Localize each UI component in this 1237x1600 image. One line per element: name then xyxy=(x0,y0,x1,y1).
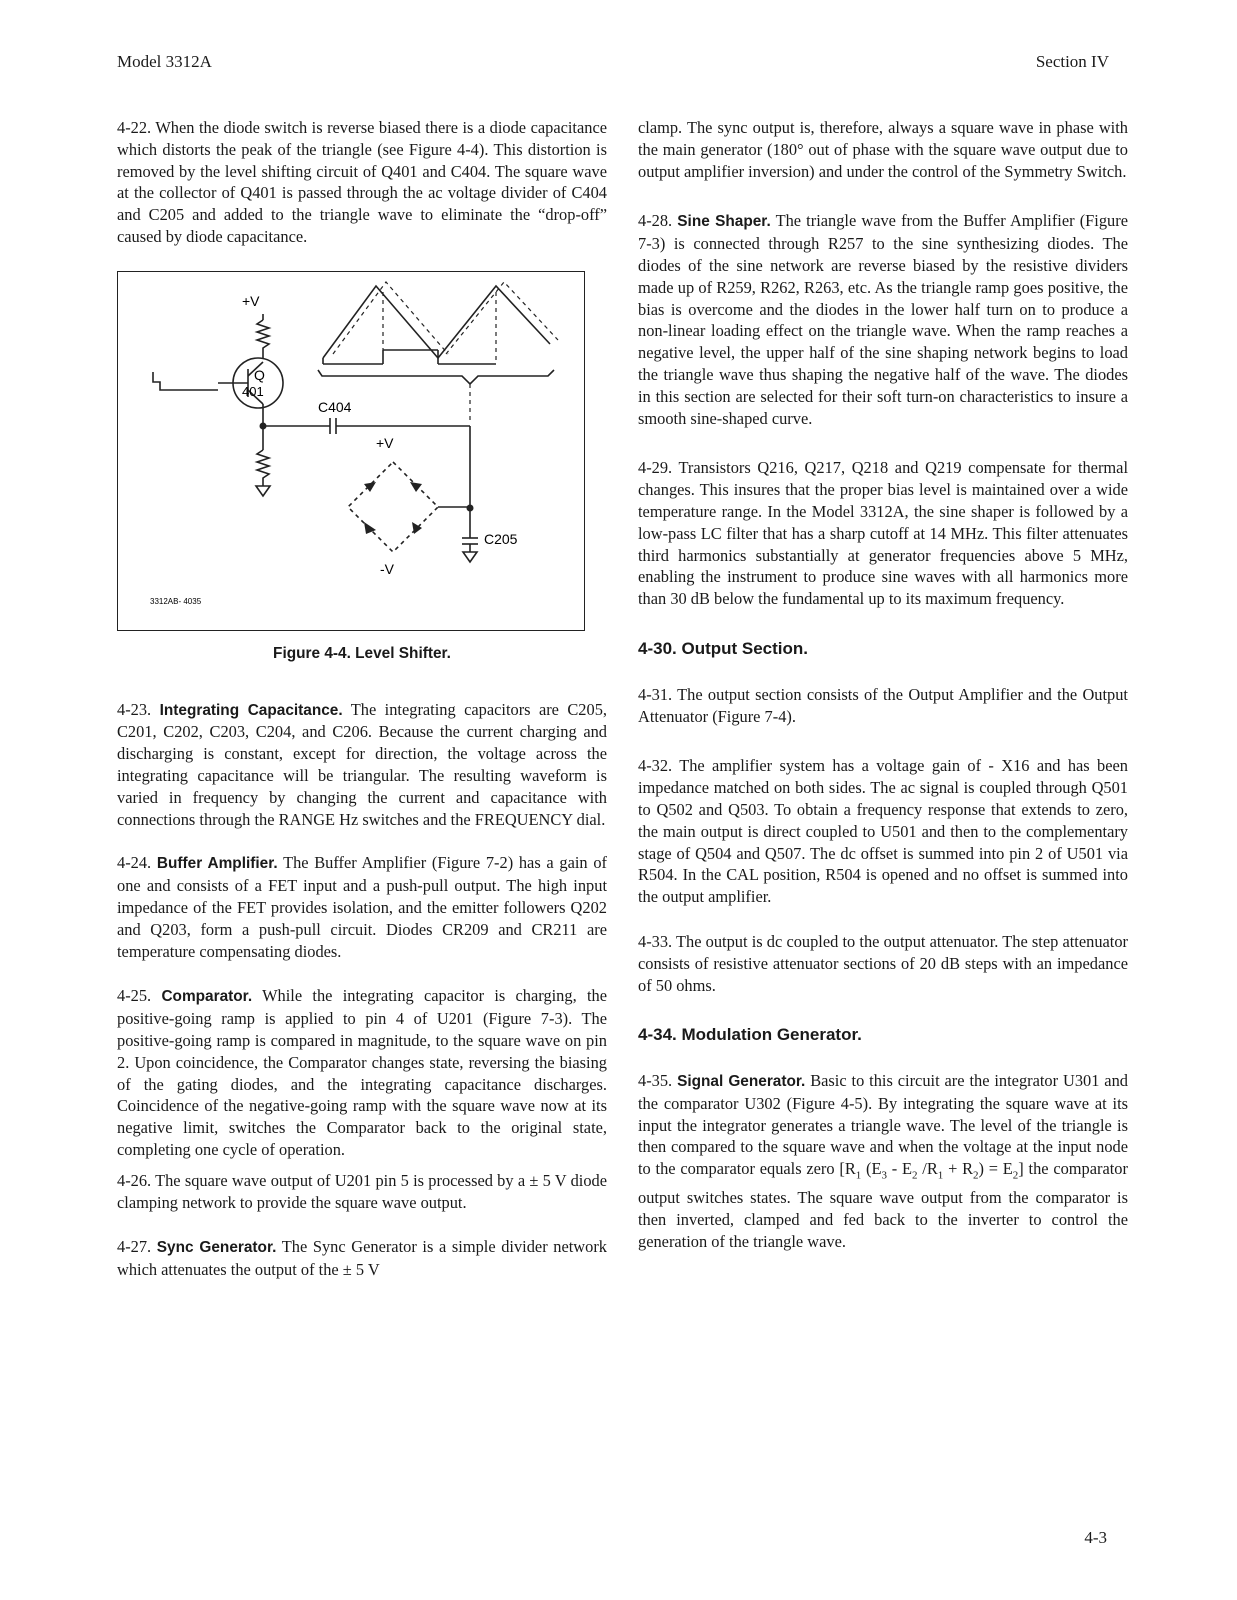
para-number: 4-23. xyxy=(117,699,152,719)
para-number: 4-27. xyxy=(117,1237,152,1257)
diode xyxy=(364,482,376,492)
paragraph-4-22: 4-22. When the diode switch is reverse biased there is a diode capacitance which distorts the peak of the triangle (see Figure 4-4). This distortion is removed by the level shifting circuit of Q401 and C404. The square wave at the collector of Q401 is passed through the ac voltage divider of C404 and C205 and added to the triangle wave to eliminate the “drop-off” caused by diode capacitance. xyxy=(117,118,607,246)
drawing-number: 3312AB- 4035 xyxy=(150,596,202,606)
run-in-heading: Buffer Amplifier. xyxy=(156,855,278,873)
right-column xyxy=(638,117,1128,1276)
run-in-heading: Sync Generator. xyxy=(156,1239,277,1257)
paragraph-4-27 xyxy=(117,1236,607,1281)
minus-v-label: -V xyxy=(380,560,394,577)
para-text: The Buffer Amplifier (Figure 7-2) has a gain of one and consists of a FET input and a push-pull output. The high input impedance of the FET provides isolation, and the emitter followers Q202 and Q203, form a push-pull circuit. Diodes CR209 and CR211 are temperature compensating diodes. xyxy=(117,853,607,961)
para-number: 4-24. xyxy=(117,853,152,873)
paragraph-4-24 xyxy=(117,852,607,962)
section-heading-output: 4-30. Output Section. xyxy=(638,638,809,658)
para-text: the comparator output switches states. The square wave output from the comparator is then inverted, clamped and fed back to the inverter to control the generation of the triangle wave. xyxy=(638,1159,1128,1251)
input-square-wave xyxy=(153,372,218,390)
run-in-heading: Comparator. xyxy=(161,988,253,1006)
paragraph-4-27-continued: clamp. The sync output is, therefore, always a square wave in phase with the main generator (180° out of phase with the square wave output due to output amplifier inversion) and under the control of the Symmetry Switch. xyxy=(638,118,1128,181)
level-shifter-schematic xyxy=(118,272,584,630)
run-in-heading: Sine Shaper. xyxy=(677,213,771,231)
plus-v-bridge-label: +V xyxy=(376,434,394,451)
q-label: Q xyxy=(254,366,265,383)
collector-resistor xyxy=(257,320,269,358)
run-in-heading: Integrating Capacitance. xyxy=(159,701,343,719)
paragraph-4-23 xyxy=(117,699,607,831)
bracket xyxy=(318,370,554,384)
figure-level-shifter xyxy=(117,271,585,631)
para-text: The integrating capacitors are C205, C201, C202, C203, C204, and C206. Because the current charging and discharging is constant, except for direction, the voltage across the integrating capacitance will be triangular. The resulting waveform is varied in frequency by changing the current and capacitance with connections through the RANGE Hz switches and the FREQUENCY dial. xyxy=(117,699,607,829)
diode-bridge xyxy=(348,462,438,552)
diode xyxy=(410,482,422,492)
junction-dot xyxy=(467,504,474,511)
emitter-resistor xyxy=(257,450,269,486)
q-num-label: 401 xyxy=(242,383,264,399)
para-number: 4-28. xyxy=(638,211,673,231)
figure-caption: Figure 4-4. Level Shifter. xyxy=(273,644,451,662)
paragraph-4-29: 4-29. Transistors Q216, Q217, Q218 and Q219 compensate for thermal changes. This insures that the proper bias level is maintained over a wide temperature range. In the Model 3312A, the sine shaper is followed by a low-pass LC filter that has a sharp cutoff at 14 MHz. This filter attenuates third harmonics substantially at generator frequencies above 5 MHz, enabling the instrument to produce sine waves with all harmonics more than 30 dB below the fundamental up to its maximum frequency. xyxy=(638,458,1128,609)
c404-label: C404 xyxy=(318,398,352,415)
paragraph-4-31: 4-31. The output section consists of the Output Amplifier and the Output Attenuator (Figure 7-4). xyxy=(638,684,1128,726)
ground-symbol-right xyxy=(463,552,477,562)
paragraph-4-33: 4-33. The output is dc coupled to the output attenuator. The step attenuator consists of resistive attenuator sections of 20 dB steps with an impedance of 50 ohms. xyxy=(638,931,1128,995)
section-heading-modulation: 4-34. Modulation Generator. xyxy=(638,1025,862,1045)
junction-dot xyxy=(260,422,267,429)
para-text: While the integrating capacitor is charging, the positive-going ramp is applied to pin 4 of U201 (Figure 7-3). The positive-going ramp is compared in magnitude, to the square wave on pin 2. Upon coincidence, the Comparator changes state, reversing the biasing of the gating diodes, and the integrating capacitance discharges. Coincidence of the negative-going ramp with the square wave now at its negative limit, switches the Comparator back to the original state, completing one cycle of operation. xyxy=(117,986,607,1159)
para-number: 4-35. xyxy=(638,1071,673,1091)
para-text: The triangle wave from the Buffer Amplifier (Figure 7-3) is connected through R257 to the sine synthesizing diodes. The diodes of the sine network are reverse biased by the resistive dividers made up of R259, R262, R263, etc. As the triangle ramp goes positive, the bias is overcome and the diodes in the lower half turn on to produce a non-linear loading effect on the triangle wave. When the ramp reaches a negative level, the upper half of the sine shaping network begins to load the triangle wave thus shaping the negative half of the wave. The diodes in this section are selected for their soft turn-on characteristics to insure a smooth sine-shaped curve. xyxy=(638,211,1128,428)
c205-label: C205 xyxy=(484,530,518,547)
para-text: The Sync Generator is a simple divider network which attenuates the output of the ± 5 V xyxy=(117,1237,607,1280)
para-number: 4-25. xyxy=(117,986,152,1006)
para-text: Basic to this circuit are the integrator U301 and the comparator U302 (Figure 4-5). By integrating the square wave at its input the integrator generates a triangle wave. The level of the triangle is then compared to the square wave and when the voltage at the input node to the comparator equals zero [R xyxy=(638,1071,1128,1179)
run-in-heading: Signal Generator. xyxy=(677,1073,806,1091)
plus-v-label: +V xyxy=(242,292,260,309)
paragraph-4-35: 4-35. Signal Generator. Basic to this circuit are the integrator U301 and the comparator U302 (Figure 4-5). By integrating the square wave at its input the integrator generates a triangle wave. The level of the triangle is then compared to the square wave and when the voltage at the input node to the comparator equals zero [$R_1$ ($E_3 - E_2$ $/R_1 + R_2) = E_2$] the comparator output switches states. The square wave output from the comparator is then inverted, clamped and fed back to the inverter to control the generation of the triangle wave. xyxy=(638,1071,1128,1251)
paragraph-4-26: 4-26. The square wave output of U201 pin 5 is processed by a ± 5 V diode clamping network to provide the square wave output. xyxy=(117,1170,607,1212)
header-model: Model 3312A xyxy=(117,52,212,71)
left-column xyxy=(117,117,607,1304)
paragraph-4-28 xyxy=(638,210,1128,429)
ground-symbol-left xyxy=(256,486,270,496)
paragraph-4-32: 4-32. The amplifier system has a voltage gain of - X16 and has been impedance matched on both sides. The ac signal is coupled through Q501 to Q502 and Q503. To obtain a frequency response that extends to zero, the main output is direct coupled to U501 and then to the complementary stage of Q504 and Q507. The dc offset is summed into pin 2 of U501 via R504. In the CAL position, R504 is opened and no offset is summed into the output amplifier. xyxy=(638,756,1128,907)
header-section: Section IV xyxy=(1035,52,1109,71)
page-number: 4-3 xyxy=(1084,1528,1107,1547)
paragraph-4-25 xyxy=(117,985,607,1160)
